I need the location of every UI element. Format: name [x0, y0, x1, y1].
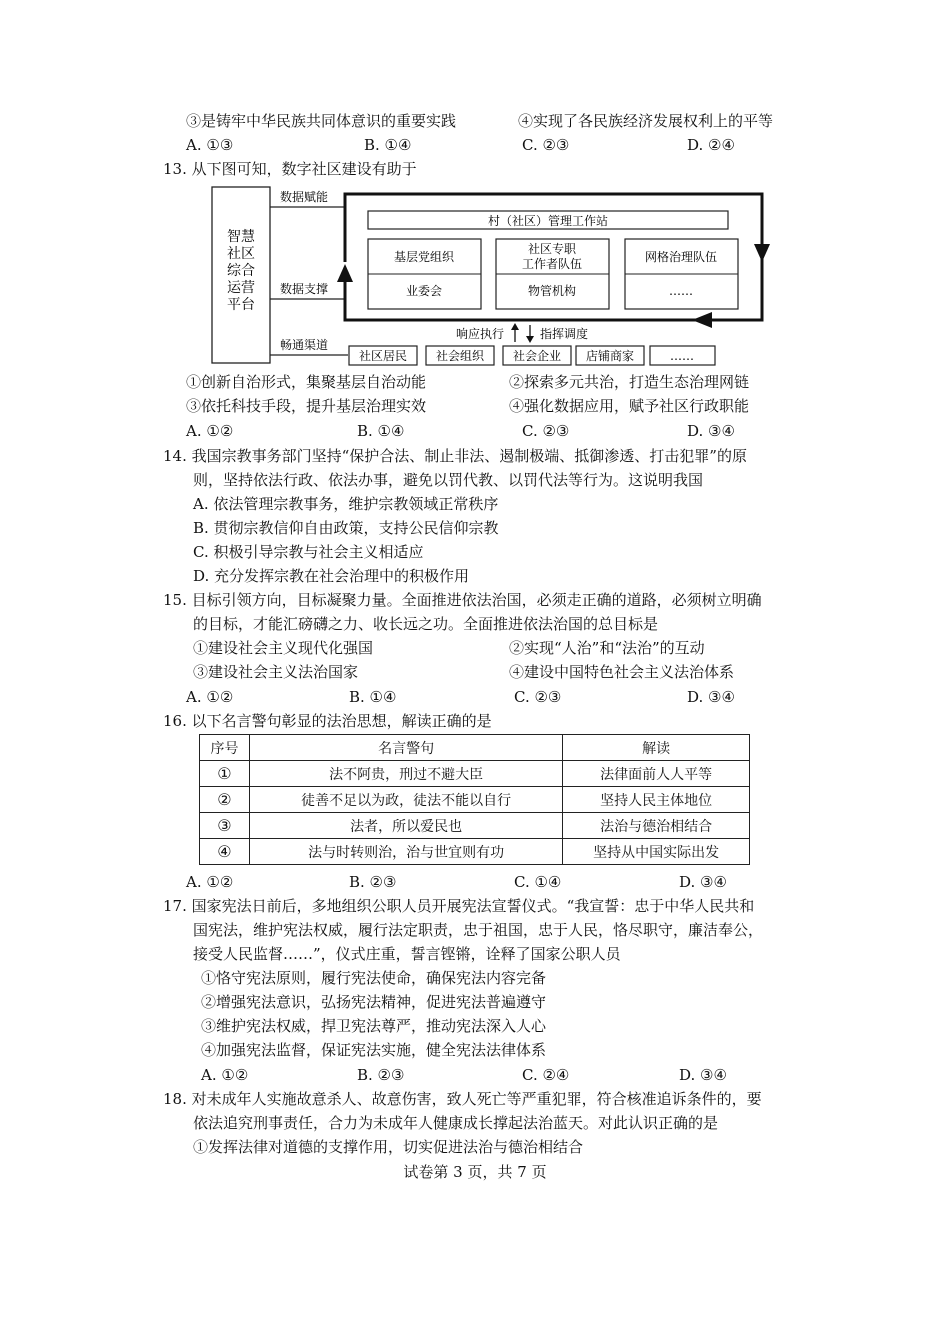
box-party: 基层党组织 — [393, 250, 455, 264]
q17-item-4: ④加强宪法监督，保证宪法实施，健全宪法法律体系 — [201, 1041, 547, 1059]
q15-item-4: ④建设中国特色社会主义法治体系 — [509, 663, 735, 681]
q15-item-3: ③建设社会主义法治国家 — [193, 663, 359, 681]
row-index: ③ — [200, 813, 250, 839]
header-index: 序号 — [200, 735, 250, 761]
arrow-up-icon — [337, 264, 353, 282]
table-row — [200, 787, 750, 813]
q15-item-1: ①建设社会主义现代化强国 — [193, 639, 374, 657]
q14-stem-2: 则，坚持依法行政、依法办事，避免以罚代教、以罚代法等行为。这说明我国 — [193, 471, 704, 489]
bottom-merchants: 店铺商家 — [585, 349, 635, 363]
q17-stem-3: 接受人民监督……”，仪式庄重，誓言铿锵，诠释了国家公职人员 — [193, 945, 621, 963]
bottom-residents: 社区居民 — [358, 349, 408, 363]
q12-option-c: C. ②③ — [522, 136, 570, 154]
q15-option-d: D. ③④ — [687, 688, 735, 706]
table-row — [200, 813, 750, 839]
q12-item-4: ④实现了各民族经济发展权利上的平等 — [518, 112, 774, 130]
station-label: 村（社区）管理工作站 — [487, 214, 609, 228]
flow-up-label: 响应执行 — [455, 327, 504, 341]
q12-option-d: D. ②④ — [687, 136, 735, 154]
bottom-social-enterprises: 社会企业 — [512, 349, 562, 363]
q18-stem-1: 18. 对未成年人实施故意杀人、故意伤害，致人死亡等严重犯罪，符合核准追诉条件的，要 — [163, 1090, 762, 1108]
q13-option-d: D. ③④ — [687, 422, 735, 440]
row-maxim: 徒善不足以为政，徒法不能以自行 — [249, 787, 562, 813]
header-interpretation: 解读 — [563, 735, 750, 761]
q12-item-3: ③是铸牢中华民族共同体意识的重要实践 — [186, 112, 457, 130]
q18-stem-2: 依法追究刑事责任，合力为未成年人健康成长撑起法治蓝天。对此认识正确的是 — [193, 1114, 719, 1132]
table-row — [200, 839, 750, 865]
row-maxim: 法与时转则治，治与世宜则有功 — [249, 839, 562, 865]
q15-option-b: B. ①④ — [349, 688, 397, 706]
header-maxim: 名言警句 — [249, 735, 562, 761]
q17-option-b: B. ②③ — [357, 1066, 405, 1084]
q16-option-c: C. ①④ — [514, 873, 562, 891]
q16-option-a: A. ①② — [186, 873, 234, 891]
row-interpretation: 法律面前人人平等 — [563, 761, 750, 787]
q15-stem-1: 15. 目标引领方向，目标凝聚力量。全面推进依法治国，必须走正确的道路，必须树立明确 — [163, 591, 762, 609]
q17-option-a: A. ①② — [201, 1066, 249, 1084]
q15-stem-2: 的目标，才能汇磅礴之力、收长远之功。全面推进依法治国的总目标是 — [193, 615, 659, 633]
q17-item-3: ③维护宪法权威，捍卫宪法尊严，推动宪法深入人心 — [201, 1017, 547, 1035]
box-committee: 业委会 — [405, 284, 443, 298]
link-label-data-support: 数据支撑 — [280, 282, 329, 296]
q15-option-c: C. ②③ — [514, 688, 562, 706]
link-label-channel: 畅通渠道 — [280, 338, 329, 352]
q17-stem-1: 17. 国家宪法日前后，多地组织公职人员开展宪法宣誓仪式。“我宣誓：忠于中华人民共和 — [163, 897, 755, 915]
box-staff-2: 工作者队伍 — [521, 257, 583, 271]
q14-stem-1: 14. 我国宗教事务部门坚持“保护合法、制止非法、遏制极端、抵御渗透、打击犯罪”的原 — [163, 447, 747, 465]
row-index: ② — [200, 787, 250, 813]
q12-option-a: A. ①③ — [186, 136, 234, 154]
community-diagram — [205, 183, 775, 371]
q15-item-2: ②实现“人治”和“法治”的互动 — [509, 639, 705, 657]
q14-option-a: A. 依法管理宗教事务，维护宗教领域正常秩序 — [193, 495, 499, 513]
q15-option-a: A. ①② — [186, 688, 234, 706]
q14-option-b: B. 贯彻宗教信仰自由政策，支持公民信仰宗教 — [193, 519, 499, 537]
q16-stem: 16. 以下名言警句彰显的法治思想，解读正确的是 — [163, 712, 492, 730]
q17-item-1: ①恪守宪法原则，履行宪法使命，确保宪法内容完备 — [201, 969, 547, 987]
row-maxim: 法不阿贵，刑过不避大臣 — [249, 761, 562, 787]
arrow-left-icon — [692, 312, 712, 328]
q13-stem: 13. 从下图可知，数字社区建设有助于 — [163, 160, 417, 178]
q16-option-b: B. ②③ — [349, 873, 397, 891]
box-staff-1: 社区专职 — [527, 242, 577, 256]
row-index: ④ — [200, 839, 250, 865]
maxims-table — [199, 734, 750, 865]
platform-label-1: 智慧 — [227, 229, 255, 245]
up-arrow-icon — [511, 323, 519, 330]
platform-label-4: 运营 — [227, 280, 255, 296]
bottom-social-orgs: 社会组织 — [435, 349, 485, 363]
q18-item-1: ①发挥法律对道德的支撑作用，切实促进法治与德治相结合 — [193, 1138, 584, 1156]
q17-option-d: D. ③④ — [679, 1066, 727, 1084]
row-maxim: 法者，所以爱民也 — [249, 813, 562, 839]
row-index: ① — [200, 761, 250, 787]
page-footer: 试卷第 3 页，共 7 页 — [403, 1163, 547, 1181]
q13-option-b: B. ①④ — [357, 422, 405, 440]
table-row — [200, 761, 750, 787]
box-grid: 网格治理队伍 — [644, 250, 718, 264]
q17-option-c: C. ②④ — [522, 1066, 570, 1084]
down-arrow-icon — [526, 336, 534, 343]
q13-item-4: ④强化数据应用，赋予社区行政职能 — [509, 397, 750, 415]
q14-option-c: C. 积极引导宗教与社会主义相适应 — [193, 543, 424, 561]
q17-stem-2: 国宪法，维护宪法权威，履行法定职责，忠于祖国，忠于人民，恪尽职守，廉洁奉公， — [193, 921, 764, 939]
q13-item-1: ①创新自治形式，集聚基层自治动能 — [186, 373, 427, 391]
link-label-data-empower: 数据赋能 — [280, 190, 329, 204]
platform-label-2: 社区 — [227, 246, 255, 262]
q13-item-3: ③依托科技手段，提升基层治理实效 — [186, 397, 427, 415]
platform-label-3: 综合 — [227, 263, 255, 279]
q14-option-d: D. 充分发挥宗教在社会治理中的积极作用 — [193, 567, 470, 585]
q12-option-b: B. ①④ — [364, 136, 412, 154]
box-etc: …… — [669, 284, 693, 298]
table-header-row — [200, 735, 750, 761]
q13-item-2: ②探索多元共治，打造生态治理网链 — [509, 373, 750, 391]
row-interpretation: 法治与德治相结合 — [563, 813, 750, 839]
q16-option-d: D. ③④ — [679, 873, 727, 891]
q13-option-c: C. ②③ — [522, 422, 570, 440]
flow-down-label: 指挥调度 — [540, 327, 589, 341]
row-interpretation: 坚持从中国实际出发 — [563, 839, 750, 865]
q13-option-a: A. ①② — [186, 422, 234, 440]
arrow-right-down-icon — [754, 244, 770, 262]
box-property: 物管机构 — [527, 284, 577, 298]
platform-label-5: 平台 — [227, 297, 255, 313]
row-interpretation: 坚持人民主体地位 — [563, 787, 750, 813]
q17-item-2: ②增强宪法意识，弘扬宪法精神，促进宪法普遍遵守 — [201, 993, 547, 1011]
bottom-etc: …… — [670, 349, 694, 363]
